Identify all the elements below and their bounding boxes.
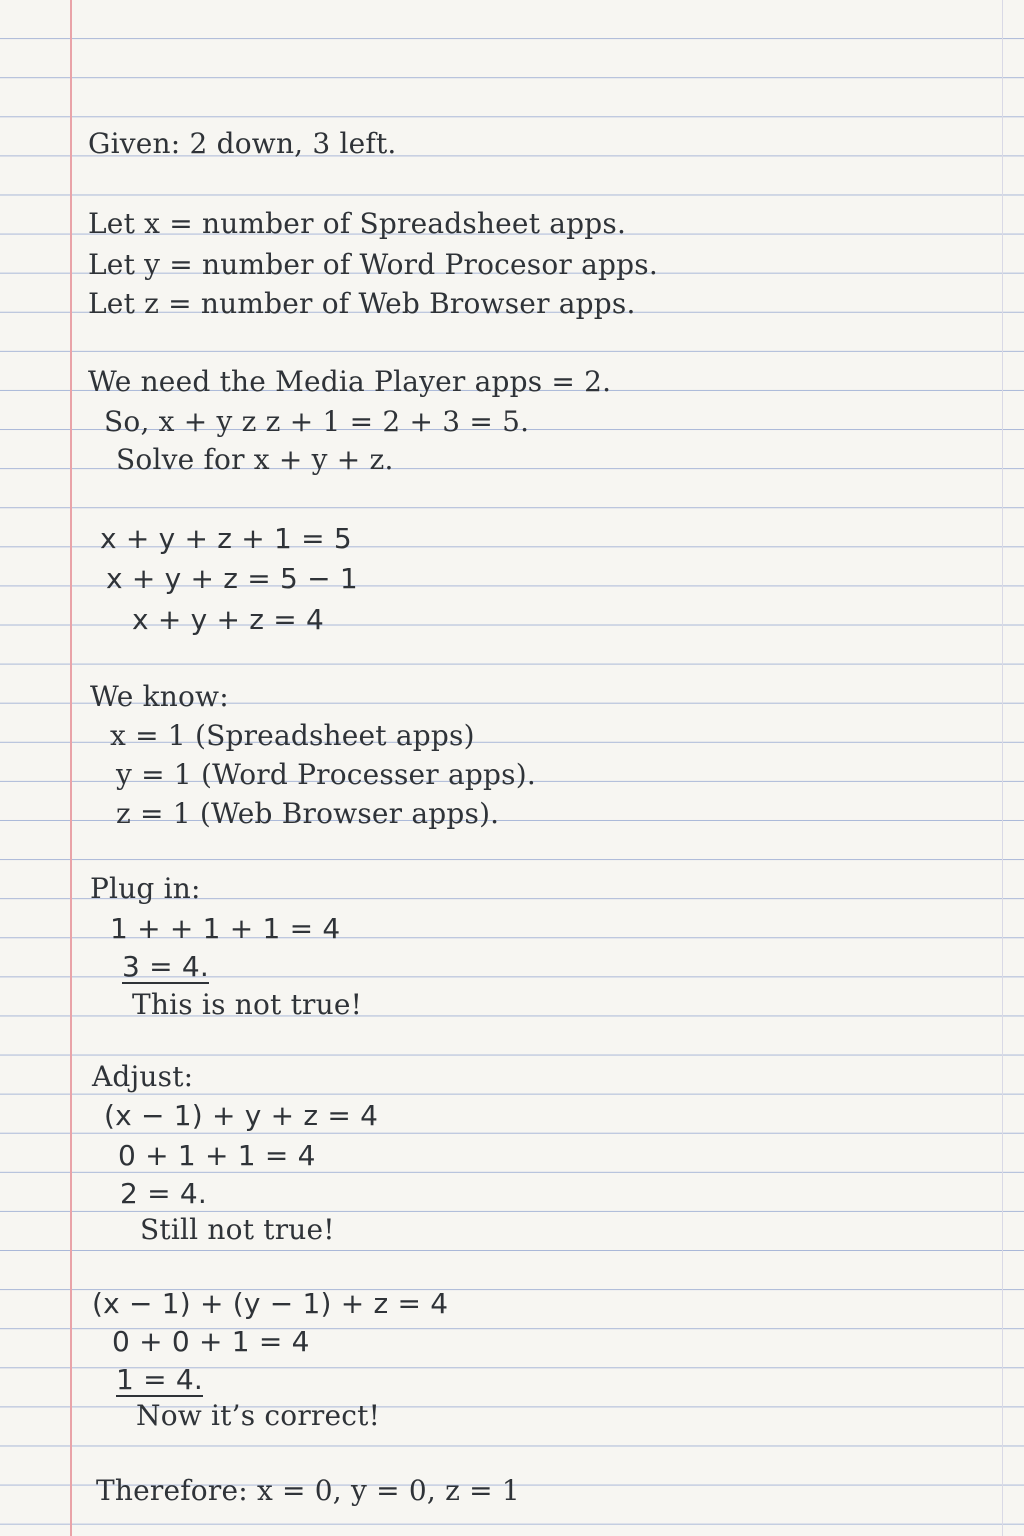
right-edge-line	[1002, 0, 1003, 1536]
adjust2-equation-1: (x − 1) + (y − 1) + z = 4	[92, 1287, 449, 1320]
still-not-true-note: Still not true!	[140, 1213, 335, 1246]
know-y-line: y = 1 (Word Processer apps).	[116, 758, 536, 791]
equation-1: x + y + z + 1 = 5	[100, 522, 352, 555]
adjust-equation-3: 2 = 4.	[120, 1177, 207, 1210]
let-y-line: Let y = number of Word Procesor apps.	[88, 248, 658, 281]
so-line: So, x + y z z + 1 = 2 + 3 = 5.	[104, 405, 530, 438]
equation-3: x + y + z = 4	[132, 603, 325, 636]
let-x-line: Let x = number of Spreadsheet apps.	[88, 207, 627, 240]
we-know-heading: We know:	[90, 680, 229, 713]
equation-2: x + y + z = 5 − 1	[106, 562, 358, 595]
plug-in-equation: 1 + + 1 + 1 = 4	[110, 912, 341, 945]
know-z-line: z = 1 (Web Browser apps).	[116, 797, 500, 830]
plug-in-heading: Plug in:	[90, 872, 201, 905]
adjust2-equation-3: 1 = 4.	[116, 1363, 203, 1396]
solve-line: Solve for x + y + z.	[116, 443, 394, 476]
correct-note: Now it’s correct!	[136, 1399, 381, 1432]
know-x-line: x = 1 (Spreadsheet apps)	[110, 719, 475, 752]
therefore-line: Therefore: x = 0, y = 0, z = 1	[96, 1474, 520, 1507]
not-true-note: This is not true!	[132, 988, 363, 1021]
given-line: Given: 2 down, 3 left.	[88, 127, 397, 160]
adjust2-equation-2: 0 + 0 + 1 = 4	[112, 1325, 310, 1358]
need-line: We need the Media Player apps = 2.	[88, 365, 612, 398]
plug-in-result: 3 = 4.	[122, 950, 209, 983]
adjust-equation-2: 0 + 1 + 1 = 4	[118, 1139, 316, 1172]
adjust-heading: Adjust:	[92, 1060, 194, 1093]
margin-line	[70, 0, 72, 1536]
let-z-line: Let z = number of Web Browser apps.	[88, 287, 636, 320]
adjust-equation-1: (x − 1) + y + z = 4	[104, 1099, 379, 1132]
